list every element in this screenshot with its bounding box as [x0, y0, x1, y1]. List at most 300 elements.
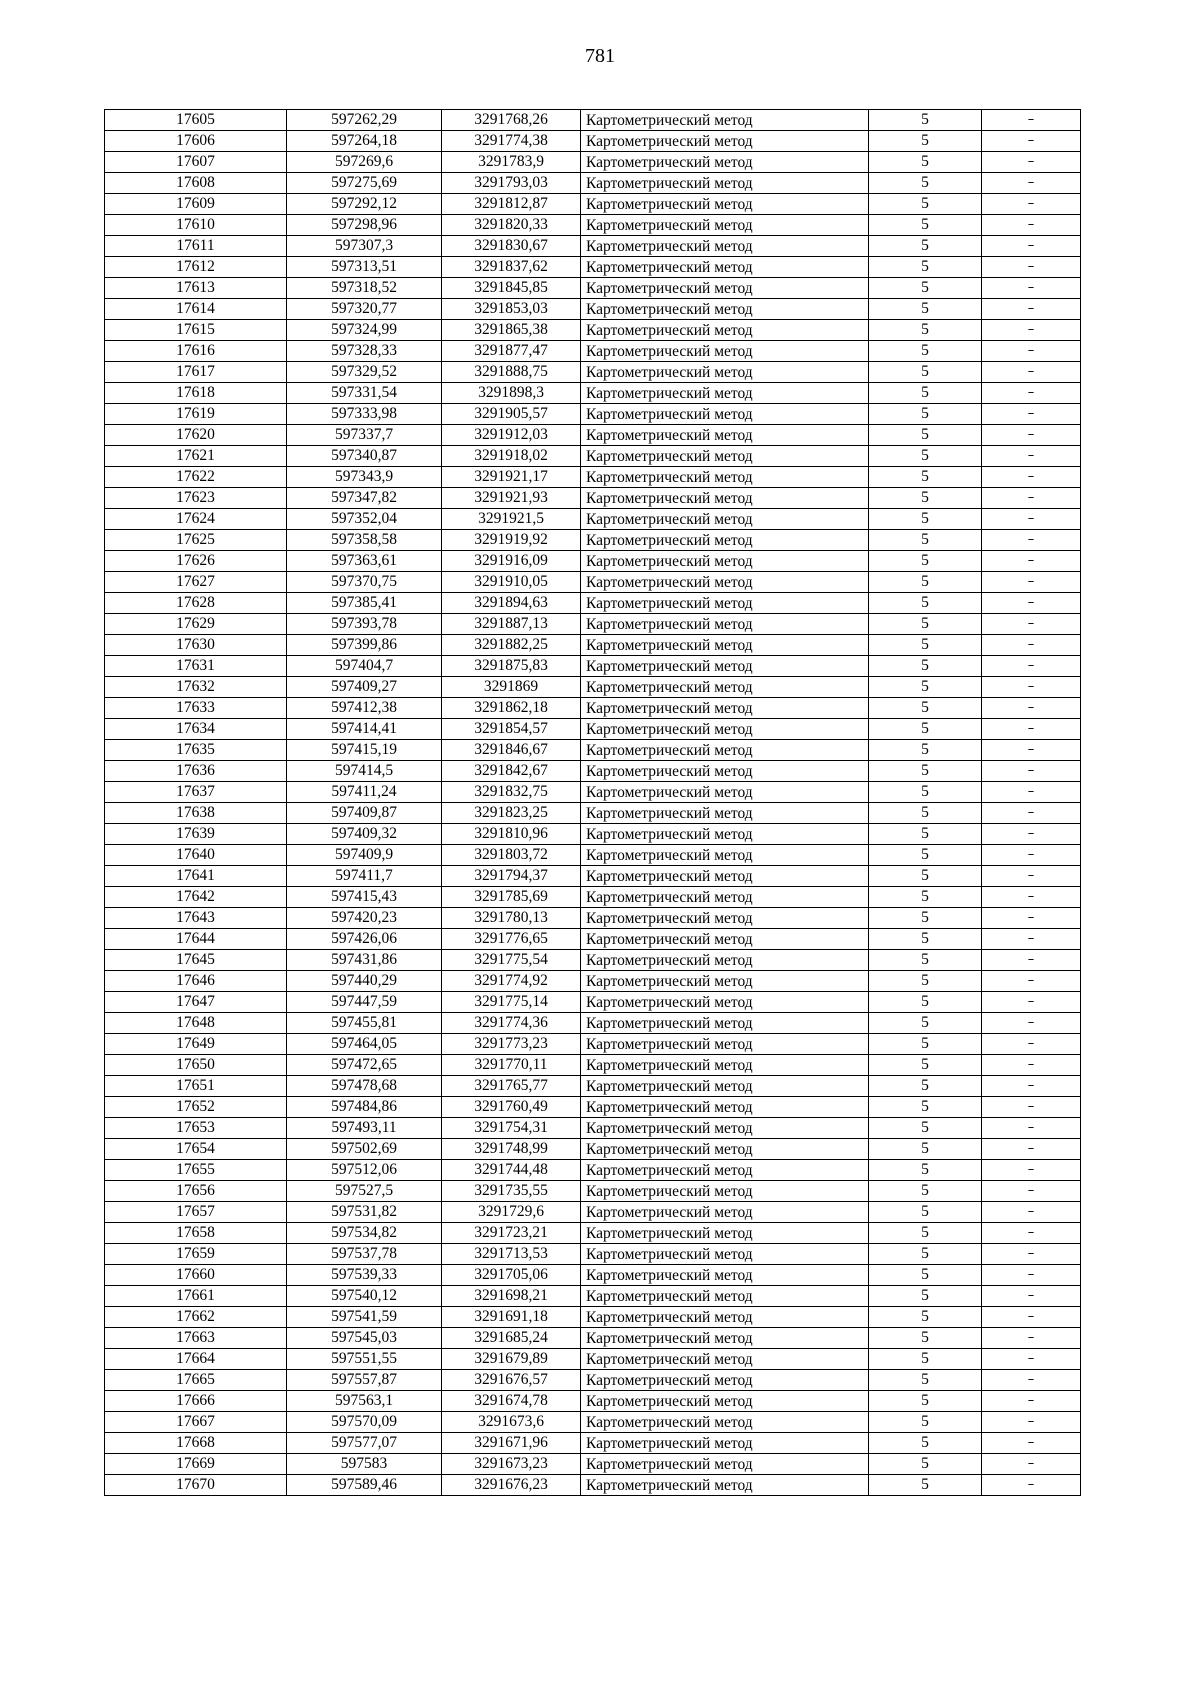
accuracy-cell: 5	[869, 698, 982, 719]
accuracy-cell: 5	[869, 1223, 982, 1244]
point-number-cell: 17666	[105, 1391, 287, 1412]
point-number-cell: 17659	[105, 1244, 287, 1265]
x-coordinate-cell: 597420,23	[287, 908, 442, 929]
accuracy-cell: 5	[869, 425, 982, 446]
description-cell: –	[982, 404, 1081, 425]
method-cell: Картометрический метод	[581, 383, 869, 404]
description-cell: –	[982, 761, 1081, 782]
x-coordinate-cell: 597512,06	[287, 1160, 442, 1181]
y-coordinate-cell: 3291853,03	[442, 299, 581, 320]
table-row	[105, 278, 1081, 299]
table-row	[105, 1328, 1081, 1349]
y-coordinate-cell: 3291698,21	[442, 1286, 581, 1307]
x-coordinate-cell: 597328,33	[287, 341, 442, 362]
point-number-cell: 17665	[105, 1370, 287, 1391]
method-cell: Картометрический метод	[581, 1034, 869, 1055]
description-cell: –	[982, 152, 1081, 173]
point-number-cell: 17619	[105, 404, 287, 425]
point-number-cell: 17623	[105, 488, 287, 509]
method-cell: Картометрический метод	[581, 299, 869, 320]
description-cell: –	[982, 782, 1081, 803]
method-cell: Картометрический метод	[581, 824, 869, 845]
method-cell: Картометрический метод	[581, 950, 869, 971]
y-coordinate-cell: 3291888,75	[442, 362, 581, 383]
x-coordinate-cell: 597447,59	[287, 992, 442, 1013]
description-cell: –	[982, 362, 1081, 383]
description-cell: –	[982, 194, 1081, 215]
method-cell: Картометрический метод	[581, 1328, 869, 1349]
x-coordinate-cell: 597577,07	[287, 1433, 442, 1454]
description-cell: –	[982, 1328, 1081, 1349]
y-coordinate-cell: 3291754,31	[442, 1118, 581, 1139]
x-coordinate-cell: 597502,69	[287, 1139, 442, 1160]
description-cell: –	[982, 488, 1081, 509]
accuracy-cell: 5	[869, 1076, 982, 1097]
table-row	[105, 1118, 1081, 1139]
x-coordinate-cell: 597262,29	[287, 110, 442, 131]
accuracy-cell: 5	[869, 782, 982, 803]
description-cell: –	[982, 131, 1081, 152]
accuracy-cell: 5	[869, 383, 982, 404]
point-number-cell: 17618	[105, 383, 287, 404]
y-coordinate-cell: 3291760,49	[442, 1097, 581, 1118]
table-row	[105, 341, 1081, 362]
x-coordinate-cell: 597331,54	[287, 383, 442, 404]
point-number-cell: 17633	[105, 698, 287, 719]
page-number: 781	[585, 45, 615, 67]
accuracy-cell: 5	[869, 1118, 982, 1139]
y-coordinate-cell: 3291775,14	[442, 992, 581, 1013]
method-cell: Картометрический метод	[581, 803, 869, 824]
point-number-cell: 17635	[105, 740, 287, 761]
x-coordinate-cell: 597358,58	[287, 530, 442, 551]
x-coordinate-cell: 597464,05	[287, 1034, 442, 1055]
table-row	[105, 173, 1081, 194]
y-coordinate-cell: 3291810,96	[442, 824, 581, 845]
y-coordinate-cell: 3291773,23	[442, 1034, 581, 1055]
accuracy-cell: 5	[869, 1370, 982, 1391]
point-number-cell: 17669	[105, 1454, 287, 1475]
accuracy-cell: 5	[869, 110, 982, 131]
method-cell: Картометрический метод	[581, 425, 869, 446]
y-coordinate-cell: 3291774,38	[442, 131, 581, 152]
y-coordinate-cell: 3291774,92	[442, 971, 581, 992]
y-coordinate-cell: 3291775,54	[442, 950, 581, 971]
method-cell: Картометрический метод	[581, 572, 869, 593]
y-coordinate-cell: 3291676,57	[442, 1370, 581, 1391]
x-coordinate-cell: 597583	[287, 1454, 442, 1475]
y-coordinate-cell: 3291882,25	[442, 635, 581, 656]
method-cell: Картометрический метод	[581, 257, 869, 278]
y-coordinate-cell: 3291842,67	[442, 761, 581, 782]
description-cell: –	[982, 320, 1081, 341]
x-coordinate-cell: 597440,29	[287, 971, 442, 992]
y-coordinate-cell: 3291744,48	[442, 1160, 581, 1181]
y-coordinate-cell: 3291783,9	[442, 152, 581, 173]
accuracy-cell: 5	[869, 1013, 982, 1034]
method-cell: Картометрический метод	[581, 1349, 869, 1370]
description-cell: –	[982, 1475, 1081, 1496]
y-coordinate-cell: 3291837,62	[442, 257, 581, 278]
y-coordinate-cell: 3291830,67	[442, 236, 581, 257]
y-coordinate-cell: 3291820,33	[442, 215, 581, 236]
x-coordinate-cell: 597415,19	[287, 740, 442, 761]
point-number-cell: 17631	[105, 656, 287, 677]
accuracy-cell: 5	[869, 1328, 982, 1349]
y-coordinate-cell: 3291918,02	[442, 446, 581, 467]
method-cell: Картометрический метод	[581, 530, 869, 551]
table-row	[105, 152, 1081, 173]
method-cell: Картометрический метод	[581, 614, 869, 635]
table-row	[105, 1160, 1081, 1181]
x-coordinate-cell: 597563,1	[287, 1391, 442, 1412]
y-coordinate-cell: 3291898,3	[442, 383, 581, 404]
accuracy-cell: 5	[869, 257, 982, 278]
x-coordinate-cell: 597409,87	[287, 803, 442, 824]
method-cell: Картометрический метод	[581, 509, 869, 530]
x-coordinate-cell: 597347,82	[287, 488, 442, 509]
x-coordinate-cell: 597324,99	[287, 320, 442, 341]
table-row	[105, 845, 1081, 866]
y-coordinate-cell: 3291723,21	[442, 1223, 581, 1244]
method-cell: Картометрический метод	[581, 152, 869, 173]
method-cell: Картометрический метод	[581, 656, 869, 677]
accuracy-cell: 5	[869, 1475, 982, 1496]
point-number-cell: 17653	[105, 1118, 287, 1139]
point-number-cell: 17609	[105, 194, 287, 215]
accuracy-cell: 5	[869, 866, 982, 887]
accuracy-cell: 5	[869, 1202, 982, 1223]
point-number-cell: 17617	[105, 362, 287, 383]
table-row	[105, 509, 1081, 530]
point-number-cell: 17657	[105, 1202, 287, 1223]
description-cell: –	[982, 677, 1081, 698]
table-row	[105, 1223, 1081, 1244]
accuracy-cell: 5	[869, 488, 982, 509]
x-coordinate-cell: 597363,61	[287, 551, 442, 572]
table-row	[105, 110, 1081, 131]
point-number-cell: 17638	[105, 803, 287, 824]
point-number-cell: 17655	[105, 1160, 287, 1181]
table-row	[105, 572, 1081, 593]
accuracy-cell: 5	[869, 1139, 982, 1160]
description-cell: –	[982, 635, 1081, 656]
table-row	[105, 1181, 1081, 1202]
table-row	[105, 992, 1081, 1013]
y-coordinate-cell: 3291854,57	[442, 719, 581, 740]
x-coordinate-cell: 597329,52	[287, 362, 442, 383]
x-coordinate-cell: 597411,24	[287, 782, 442, 803]
table-row	[105, 530, 1081, 551]
method-cell: Картометрический метод	[581, 887, 869, 908]
accuracy-cell: 5	[869, 152, 982, 173]
x-coordinate-cell: 597570,09	[287, 1412, 442, 1433]
method-cell: Картометрический метод	[581, 131, 869, 152]
method-cell: Картометрический метод	[581, 1013, 869, 1034]
point-number-cell: 17662	[105, 1307, 287, 1328]
accuracy-cell: 5	[869, 341, 982, 362]
table-row	[105, 131, 1081, 152]
description-cell: –	[982, 1265, 1081, 1286]
method-cell: Картометрический метод	[581, 1454, 869, 1475]
accuracy-cell: 5	[869, 320, 982, 341]
x-coordinate-cell: 597415,43	[287, 887, 442, 908]
table-row	[105, 1034, 1081, 1055]
description-cell: –	[982, 656, 1081, 677]
table-row	[105, 1475, 1081, 1496]
description-cell: –	[982, 383, 1081, 404]
table-row	[105, 236, 1081, 257]
accuracy-cell: 5	[869, 1286, 982, 1307]
method-cell: Картометрический метод	[581, 1139, 869, 1160]
y-coordinate-cell: 3291919,92	[442, 530, 581, 551]
accuracy-cell: 5	[869, 1454, 982, 1475]
description-cell: –	[982, 887, 1081, 908]
description-cell: –	[982, 698, 1081, 719]
point-number-cell: 17644	[105, 929, 287, 950]
method-cell: Картометрический метод	[581, 341, 869, 362]
x-coordinate-cell: 597411,7	[287, 866, 442, 887]
x-coordinate-cell: 597385,41	[287, 593, 442, 614]
y-coordinate-cell: 3291735,55	[442, 1181, 581, 1202]
table-row	[105, 194, 1081, 215]
point-number-cell: 17642	[105, 887, 287, 908]
accuracy-cell: 5	[869, 929, 982, 950]
point-number-cell: 17664	[105, 1349, 287, 1370]
point-number-cell: 17607	[105, 152, 287, 173]
description-cell: –	[982, 803, 1081, 824]
y-coordinate-cell: 3291776,65	[442, 929, 581, 950]
y-coordinate-cell: 3291785,69	[442, 887, 581, 908]
table-body	[105, 110, 1081, 1496]
table-row	[105, 971, 1081, 992]
method-cell: Картометрический метод	[581, 1097, 869, 1118]
point-number-cell: 17614	[105, 299, 287, 320]
x-coordinate-cell: 597399,86	[287, 635, 442, 656]
table-row	[105, 1013, 1081, 1034]
point-number-cell: 17625	[105, 530, 287, 551]
x-coordinate-cell: 597412,38	[287, 698, 442, 719]
y-coordinate-cell: 3291846,67	[442, 740, 581, 761]
description-cell: –	[982, 551, 1081, 572]
point-number-cell: 17654	[105, 1139, 287, 1160]
point-number-cell: 17663	[105, 1328, 287, 1349]
table-row	[105, 803, 1081, 824]
description-cell: –	[982, 572, 1081, 593]
description-cell: –	[982, 1202, 1081, 1223]
description-cell: –	[982, 1160, 1081, 1181]
accuracy-cell: 5	[869, 215, 982, 236]
description-cell: –	[982, 866, 1081, 887]
table-row	[105, 887, 1081, 908]
x-coordinate-cell: 597493,11	[287, 1118, 442, 1139]
table-row	[105, 950, 1081, 971]
table-row	[105, 467, 1081, 488]
accuracy-cell: 5	[869, 362, 982, 383]
description-cell: –	[982, 1013, 1081, 1034]
x-coordinate-cell: 597527,5	[287, 1181, 442, 1202]
point-number-cell: 17652	[105, 1097, 287, 1118]
method-cell: Картометрический метод	[581, 971, 869, 992]
table-row	[105, 1391, 1081, 1412]
description-cell: –	[982, 1055, 1081, 1076]
point-number-cell: 17606	[105, 131, 287, 152]
method-cell: Картометрический метод	[581, 1202, 869, 1223]
accuracy-cell: 5	[869, 1055, 982, 1076]
accuracy-cell: 5	[869, 299, 982, 320]
method-cell: Картометрический метод	[581, 1160, 869, 1181]
y-coordinate-cell: 3291812,87	[442, 194, 581, 215]
x-coordinate-cell: 597409,27	[287, 677, 442, 698]
x-coordinate-cell: 597404,7	[287, 656, 442, 677]
point-number-cell: 17634	[105, 719, 287, 740]
method-cell: Картометрический метод	[581, 1265, 869, 1286]
accuracy-cell: 5	[869, 131, 982, 152]
y-coordinate-cell: 3291869	[442, 677, 581, 698]
accuracy-cell: 5	[869, 803, 982, 824]
method-cell: Картометрический метод	[581, 1412, 869, 1433]
description-cell: –	[982, 1118, 1081, 1139]
method-cell: Картометрический метод	[581, 215, 869, 236]
x-coordinate-cell: 597540,12	[287, 1286, 442, 1307]
x-coordinate-cell: 597292,12	[287, 194, 442, 215]
y-coordinate-cell: 3291862,18	[442, 698, 581, 719]
description-cell: –	[982, 992, 1081, 1013]
method-cell: Картометрический метод	[581, 740, 869, 761]
accuracy-cell: 5	[869, 1034, 982, 1055]
x-coordinate-cell: 597589,46	[287, 1475, 442, 1496]
table-row	[105, 1286, 1081, 1307]
method-cell: Картометрический метод	[581, 1433, 869, 1454]
table-row	[105, 257, 1081, 278]
y-coordinate-cell: 3291803,72	[442, 845, 581, 866]
x-coordinate-cell: 597545,03	[287, 1328, 442, 1349]
method-cell: Картометрический метод	[581, 635, 869, 656]
point-number-cell: 17646	[105, 971, 287, 992]
accuracy-cell: 5	[869, 1265, 982, 1286]
x-coordinate-cell: 597333,98	[287, 404, 442, 425]
point-number-cell: 17643	[105, 908, 287, 929]
point-number-cell: 17648	[105, 1013, 287, 1034]
table-row	[105, 299, 1081, 320]
table-row	[105, 1412, 1081, 1433]
description-cell: –	[982, 425, 1081, 446]
table-row	[105, 1454, 1081, 1475]
table-row	[105, 446, 1081, 467]
y-coordinate-cell: 3291793,03	[442, 173, 581, 194]
table-row	[105, 551, 1081, 572]
y-coordinate-cell: 3291713,53	[442, 1244, 581, 1265]
table-row	[105, 677, 1081, 698]
y-coordinate-cell: 3291921,17	[442, 467, 581, 488]
method-cell: Картометрический метод	[581, 908, 869, 929]
point-number-cell: 17656	[105, 1181, 287, 1202]
table-row	[105, 425, 1081, 446]
y-coordinate-cell: 3291910,05	[442, 572, 581, 593]
description-cell: –	[982, 1076, 1081, 1097]
x-coordinate-cell: 597264,18	[287, 131, 442, 152]
x-coordinate-cell: 597414,5	[287, 761, 442, 782]
description-cell: –	[982, 845, 1081, 866]
y-coordinate-cell: 3291894,63	[442, 593, 581, 614]
y-coordinate-cell: 3291887,13	[442, 614, 581, 635]
description-cell: –	[982, 110, 1081, 131]
point-number-cell: 17613	[105, 278, 287, 299]
y-coordinate-cell: 3291865,38	[442, 320, 581, 341]
y-coordinate-cell: 3291770,11	[442, 1055, 581, 1076]
description-cell: –	[982, 509, 1081, 530]
x-coordinate-cell: 597534,82	[287, 1223, 442, 1244]
point-number-cell: 17630	[105, 635, 287, 656]
description-cell: –	[982, 1391, 1081, 1412]
y-coordinate-cell: 3291705,06	[442, 1265, 581, 1286]
description-cell: –	[982, 740, 1081, 761]
coordinates-table	[104, 109, 1081, 1496]
table-row	[105, 404, 1081, 425]
method-cell: Картометрический метод	[581, 782, 869, 803]
y-coordinate-cell: 3291748,99	[442, 1139, 581, 1160]
y-coordinate-cell: 3291691,18	[442, 1307, 581, 1328]
point-number-cell: 17632	[105, 677, 287, 698]
accuracy-cell: 5	[869, 824, 982, 845]
accuracy-cell: 5	[869, 614, 982, 635]
table-row	[105, 1244, 1081, 1265]
method-cell: Картометрический метод	[581, 866, 869, 887]
x-coordinate-cell: 597431,86	[287, 950, 442, 971]
x-coordinate-cell: 597318,52	[287, 278, 442, 299]
table-row	[105, 593, 1081, 614]
y-coordinate-cell: 3291774,36	[442, 1013, 581, 1034]
point-number-cell: 17627	[105, 572, 287, 593]
point-number-cell: 17626	[105, 551, 287, 572]
point-number-cell: 17645	[105, 950, 287, 971]
y-coordinate-cell: 3291875,83	[442, 656, 581, 677]
x-coordinate-cell: 597352,04	[287, 509, 442, 530]
description-cell: –	[982, 971, 1081, 992]
table-row	[105, 656, 1081, 677]
method-cell: Картометрический метод	[581, 404, 869, 425]
table-row	[105, 782, 1081, 803]
method-cell: Картометрический метод	[581, 446, 869, 467]
y-coordinate-cell: 3291877,47	[442, 341, 581, 362]
method-cell: Картометрический метод	[581, 698, 869, 719]
y-coordinate-cell: 3291912,03	[442, 425, 581, 446]
point-number-cell: 17610	[105, 215, 287, 236]
table-row	[105, 761, 1081, 782]
point-number-cell: 17651	[105, 1076, 287, 1097]
description-cell: –	[982, 467, 1081, 488]
table-row	[105, 1370, 1081, 1391]
y-coordinate-cell: 3291905,57	[442, 404, 581, 425]
accuracy-cell: 5	[869, 404, 982, 425]
point-number-cell: 17636	[105, 761, 287, 782]
description-cell: –	[982, 593, 1081, 614]
point-number-cell: 17620	[105, 425, 287, 446]
description-cell: –	[982, 1139, 1081, 1160]
point-number-cell: 17667	[105, 1412, 287, 1433]
table-row	[105, 1076, 1081, 1097]
table-row	[105, 929, 1081, 950]
table-row	[105, 488, 1081, 509]
method-cell: Картометрический метод	[581, 593, 869, 614]
point-number-cell: 17647	[105, 992, 287, 1013]
method-cell: Картометрический метод	[581, 1076, 869, 1097]
x-coordinate-cell: 597340,87	[287, 446, 442, 467]
accuracy-cell: 5	[869, 761, 982, 782]
point-number-cell: 17621	[105, 446, 287, 467]
accuracy-cell: 5	[869, 1412, 982, 1433]
y-coordinate-cell: 3291921,5	[442, 509, 581, 530]
